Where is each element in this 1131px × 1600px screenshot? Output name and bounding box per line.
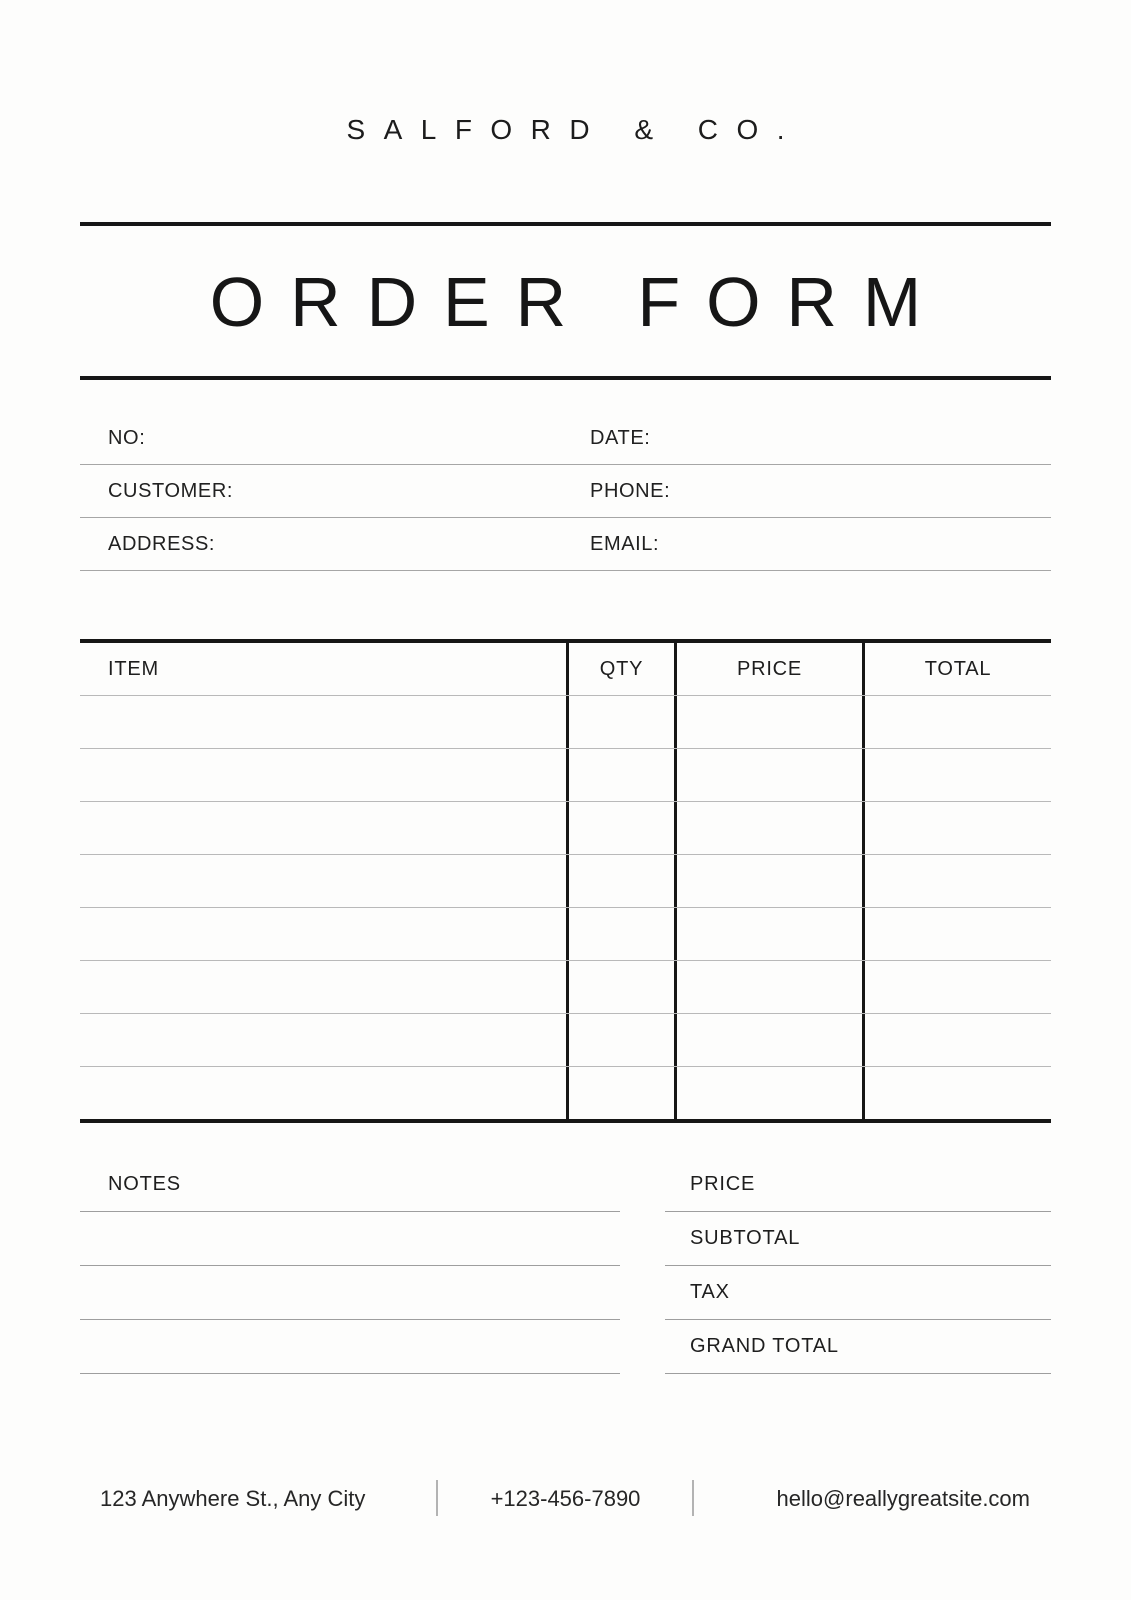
total-cell[interactable] xyxy=(862,749,1051,801)
price-cell[interactable] xyxy=(674,855,862,907)
qty-cell[interactable] xyxy=(566,1014,674,1066)
brand-name: SALFORD & CO. xyxy=(346,114,803,145)
page-title: ORDER FORM xyxy=(209,263,948,341)
table-row xyxy=(80,749,1051,802)
price-cell[interactable] xyxy=(674,908,862,960)
total-cell[interactable] xyxy=(862,855,1051,907)
price-cell[interactable] xyxy=(674,961,862,1013)
total-label-price: PRICE xyxy=(690,1173,756,1195)
price-cell[interactable] xyxy=(674,696,862,748)
title-top-rule xyxy=(80,222,1051,226)
item-cell[interactable] xyxy=(80,696,566,748)
footer xyxy=(0,1478,1131,1522)
total-cell[interactable] xyxy=(862,1014,1051,1066)
column-header-total: TOTAL xyxy=(862,643,1051,695)
total-cell[interactable] xyxy=(862,961,1051,1013)
item-cell[interactable] xyxy=(80,1067,566,1119)
totals-row-grand-total xyxy=(665,1320,1051,1374)
item-cell[interactable] xyxy=(80,802,566,854)
field-label-no: NO: xyxy=(108,426,146,449)
total-label-subtotal: SUBTOTAL xyxy=(690,1227,801,1249)
total-cell[interactable] xyxy=(862,696,1051,748)
footer-divider xyxy=(692,1480,694,1516)
qty-cell[interactable] xyxy=(566,855,674,907)
price-cell[interactable] xyxy=(674,802,862,854)
total-label-grand-total: GRAND TOTAL xyxy=(690,1335,839,1357)
table-row xyxy=(80,1067,1051,1119)
footer-email: hello@reallygreatsite.com xyxy=(776,1486,1030,1511)
field-value-customer[interactable] xyxy=(210,465,570,517)
notes-label: NOTES xyxy=(108,1173,181,1195)
column-header-price: PRICE xyxy=(674,643,862,695)
field-value-no[interactable] xyxy=(210,412,570,464)
items-table xyxy=(80,639,1051,1123)
field-label-customer: CUSTOMER: xyxy=(108,479,234,502)
item-cell[interactable] xyxy=(80,855,566,907)
qty-cell[interactable] xyxy=(566,749,674,801)
total-cell[interactable] xyxy=(862,908,1051,960)
footer-address: 123 Anywhere St., Any City xyxy=(100,1486,366,1511)
price-cell[interactable] xyxy=(674,1067,862,1119)
item-cell[interactable] xyxy=(80,1014,566,1066)
table-row xyxy=(80,961,1051,1014)
table-row xyxy=(80,802,1051,855)
details-row-address-email xyxy=(80,518,1051,571)
table-row xyxy=(80,908,1051,961)
item-cell[interactable] xyxy=(80,908,566,960)
items-table-header xyxy=(80,643,1051,696)
totals-row-price xyxy=(665,1158,1051,1212)
table-row xyxy=(80,696,1051,749)
field-value-phone[interactable] xyxy=(760,465,1050,517)
totals-row-tax xyxy=(665,1266,1051,1320)
table-row xyxy=(80,855,1051,908)
field-label-date: DATE: xyxy=(590,426,651,449)
field-label-address: ADDRESS: xyxy=(108,532,216,555)
notes-line[interactable] xyxy=(80,1266,620,1320)
total-label-tax: TAX xyxy=(690,1281,730,1303)
column-header-item: ITEM xyxy=(108,657,159,680)
qty-cell[interactable] xyxy=(566,961,674,1013)
price-cell[interactable] xyxy=(674,749,862,801)
footer-phone: +123-456-7890 xyxy=(490,1486,641,1511)
notes-line[interactable] xyxy=(80,1212,620,1266)
item-cell[interactable] xyxy=(80,961,566,1013)
total-cell[interactable] xyxy=(862,1067,1051,1119)
column-header-qty: QTY xyxy=(566,643,674,695)
notes-line[interactable] xyxy=(80,1320,620,1374)
item-cell[interactable] xyxy=(80,749,566,801)
notes-section xyxy=(80,1158,620,1374)
title-bottom-rule xyxy=(80,376,1051,380)
field-value-address[interactable] xyxy=(210,518,570,570)
customer-details xyxy=(80,412,1051,571)
total-cell[interactable] xyxy=(862,802,1051,854)
price-cell[interactable] xyxy=(674,1014,862,1066)
qty-cell[interactable] xyxy=(566,696,674,748)
details-row-no-date xyxy=(80,412,1051,465)
field-label-email: EMAIL: xyxy=(590,532,660,555)
field-value-email[interactable] xyxy=(760,518,1050,570)
totals-row-subtotal xyxy=(665,1212,1051,1266)
totals-section xyxy=(665,1158,1051,1374)
qty-cell[interactable] xyxy=(566,1067,674,1119)
details-row-customer-phone xyxy=(80,465,1051,518)
notes-line[interactable] xyxy=(80,1158,620,1212)
qty-cell[interactable] xyxy=(566,802,674,854)
qty-cell[interactable] xyxy=(566,908,674,960)
table-row xyxy=(80,1014,1051,1067)
field-value-date[interactable] xyxy=(760,412,1050,464)
field-label-phone: PHONE: xyxy=(590,479,671,502)
